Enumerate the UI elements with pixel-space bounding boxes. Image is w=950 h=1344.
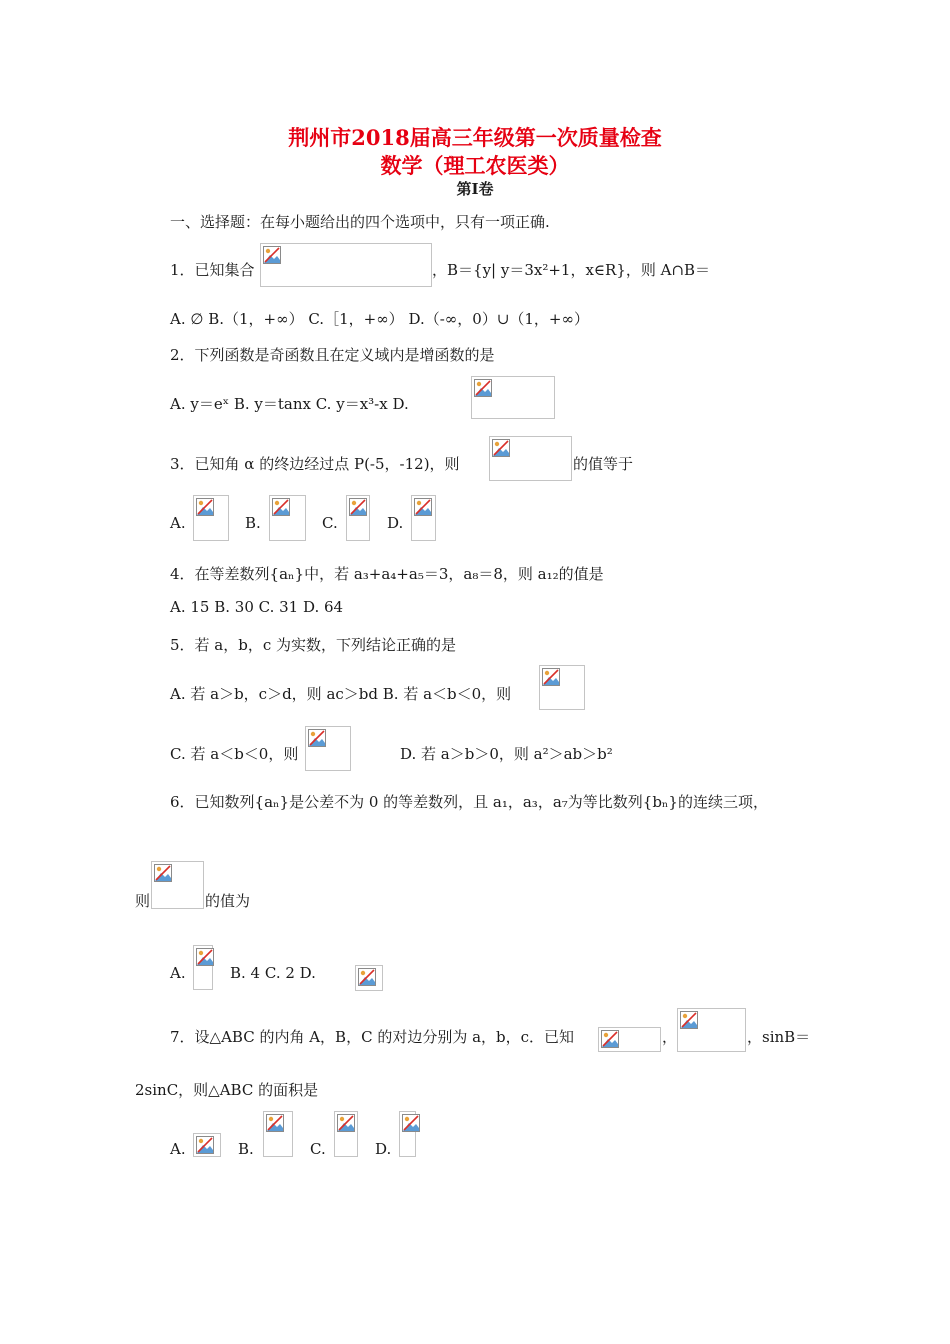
broken-image-icon	[358, 968, 376, 986]
q7-condition-image-2	[677, 1008, 746, 1052]
broken-image-icon	[266, 1114, 284, 1132]
q3-option-b-label: B.	[245, 514, 261, 532]
q3-stem-suffix: 的值等于	[573, 455, 634, 473]
q7-option-c-image	[334, 1111, 358, 1157]
q3-formula-image	[489, 436, 572, 481]
q3-option-c-image	[346, 495, 370, 541]
broken-image-icon	[414, 498, 432, 516]
q1-stem-prefix: 1．已知集合	[170, 261, 255, 279]
q2-options: A. y＝eˣ B. y＝tanx C. y＝x³-x D.	[170, 395, 409, 413]
broken-image-icon	[196, 1136, 214, 1154]
q3-option-a-label: A.	[170, 514, 186, 532]
q3-option-b-image	[269, 495, 306, 541]
page-title: 荆州市2018届高三年级第一次质量检查	[288, 125, 662, 150]
q5-options-ab: A. 若 a＞b，c＞d，则 ac＞bd B. 若 a＜b＜0，则	[170, 685, 512, 703]
q7-option-d-image	[399, 1111, 416, 1157]
q2-option-d-image	[471, 376, 555, 419]
q3-stem-prefix: 3．已知角 α 的终边经过点 P(-5，-12)，则	[170, 455, 460, 473]
q6-stem: 6．已知数列{aₙ}是公差不为 0 的等差数列，且 a₁，a₃，a₇为等比数列{bₙ}的连续三项，	[170, 793, 768, 811]
broken-image-icon	[680, 1011, 698, 1029]
page-subtitle: 数学（理工农医类）	[380, 153, 570, 178]
q1-formula-image	[260, 243, 432, 287]
q5-option-b-image	[539, 665, 585, 710]
broken-image-icon	[196, 948, 214, 966]
broken-image-icon	[154, 864, 172, 882]
broken-image-icon	[601, 1030, 619, 1048]
broken-image-icon	[196, 498, 214, 516]
q7-option-a-image	[193, 1133, 221, 1157]
broken-image-icon	[263, 246, 281, 264]
q6-formula-image	[151, 861, 204, 909]
broken-image-icon	[272, 498, 290, 516]
q1-options: A. ∅ B.（1，+∞） C.［1，+∞） D.（-∞，0）∪（1，+∞）	[170, 310, 589, 328]
q3-option-a-image	[193, 495, 229, 541]
q7-condition-image-1	[598, 1027, 661, 1052]
q6-option-d-image	[355, 965, 383, 991]
broken-image-icon	[308, 729, 326, 747]
broken-image-icon	[349, 498, 367, 516]
q6-option-a-image	[193, 945, 213, 990]
q1-stem-rest: ，B＝{y| y＝3x²+1，x∈R}，则 A∩B＝	[432, 261, 711, 279]
q7-option-b-label: B.	[238, 1140, 254, 1158]
volume-label: 第Ⅰ卷	[456, 180, 494, 198]
q5-stem: 5．若 a，b，c 为实数，下列结论正确的是	[170, 636, 457, 654]
q3-option-c-label: C.	[322, 514, 338, 532]
q7-option-d-label: D.	[375, 1140, 392, 1158]
q7-option-c-label: C.	[310, 1140, 326, 1158]
q5-option-c: C. 若 a＜b＜0，则	[170, 745, 299, 763]
q3-option-d-label: D.	[387, 514, 404, 532]
q7-comma: ，	[662, 1028, 678, 1046]
q6-then-suffix: 的值为	[205, 892, 251, 910]
broken-image-icon	[474, 379, 492, 397]
broken-image-icon	[542, 668, 560, 686]
broken-image-icon	[492, 439, 510, 457]
broken-image-icon	[337, 1114, 355, 1132]
q7-stem-prefix: 7．设△ABC 的内角 A，B，C 的对边分别为 a，b，c．已知	[170, 1028, 575, 1046]
q4-stem: 4．在等差数列{aₙ}中，若 a₃+a₄+a₅＝3，a₈＝8，则 a₁₂的值是	[170, 565, 604, 583]
section-heading: 一、选择题：在每小题给出的四个选项中，只有一项正确.	[170, 213, 550, 231]
q7-option-b-image	[263, 1111, 293, 1157]
q5-option-d: D. 若 a＞b＞0，则 a²＞ab＞b²	[400, 745, 613, 763]
q4-options: A. 15 B. 30 C. 31 D. 64	[170, 598, 344, 616]
broken-image-icon	[402, 1114, 420, 1132]
q7-stem-suffix: ，sinB＝	[747, 1028, 811, 1046]
q6-options-bcd: B. 4 C. 2 D.	[230, 964, 316, 982]
q3-option-d-image	[411, 495, 436, 541]
q2-stem: 2．下列函数是奇函数且在定义域内是增函数的是	[170, 346, 495, 364]
q6-option-a-label: A.	[170, 964, 186, 982]
q6-then-prefix: 则	[135, 892, 151, 910]
q5-option-c-image	[305, 726, 351, 771]
q7-stem-line2: 2sinC，则△ABC 的面积是	[135, 1081, 319, 1099]
q7-option-a-label: A.	[170, 1140, 186, 1158]
